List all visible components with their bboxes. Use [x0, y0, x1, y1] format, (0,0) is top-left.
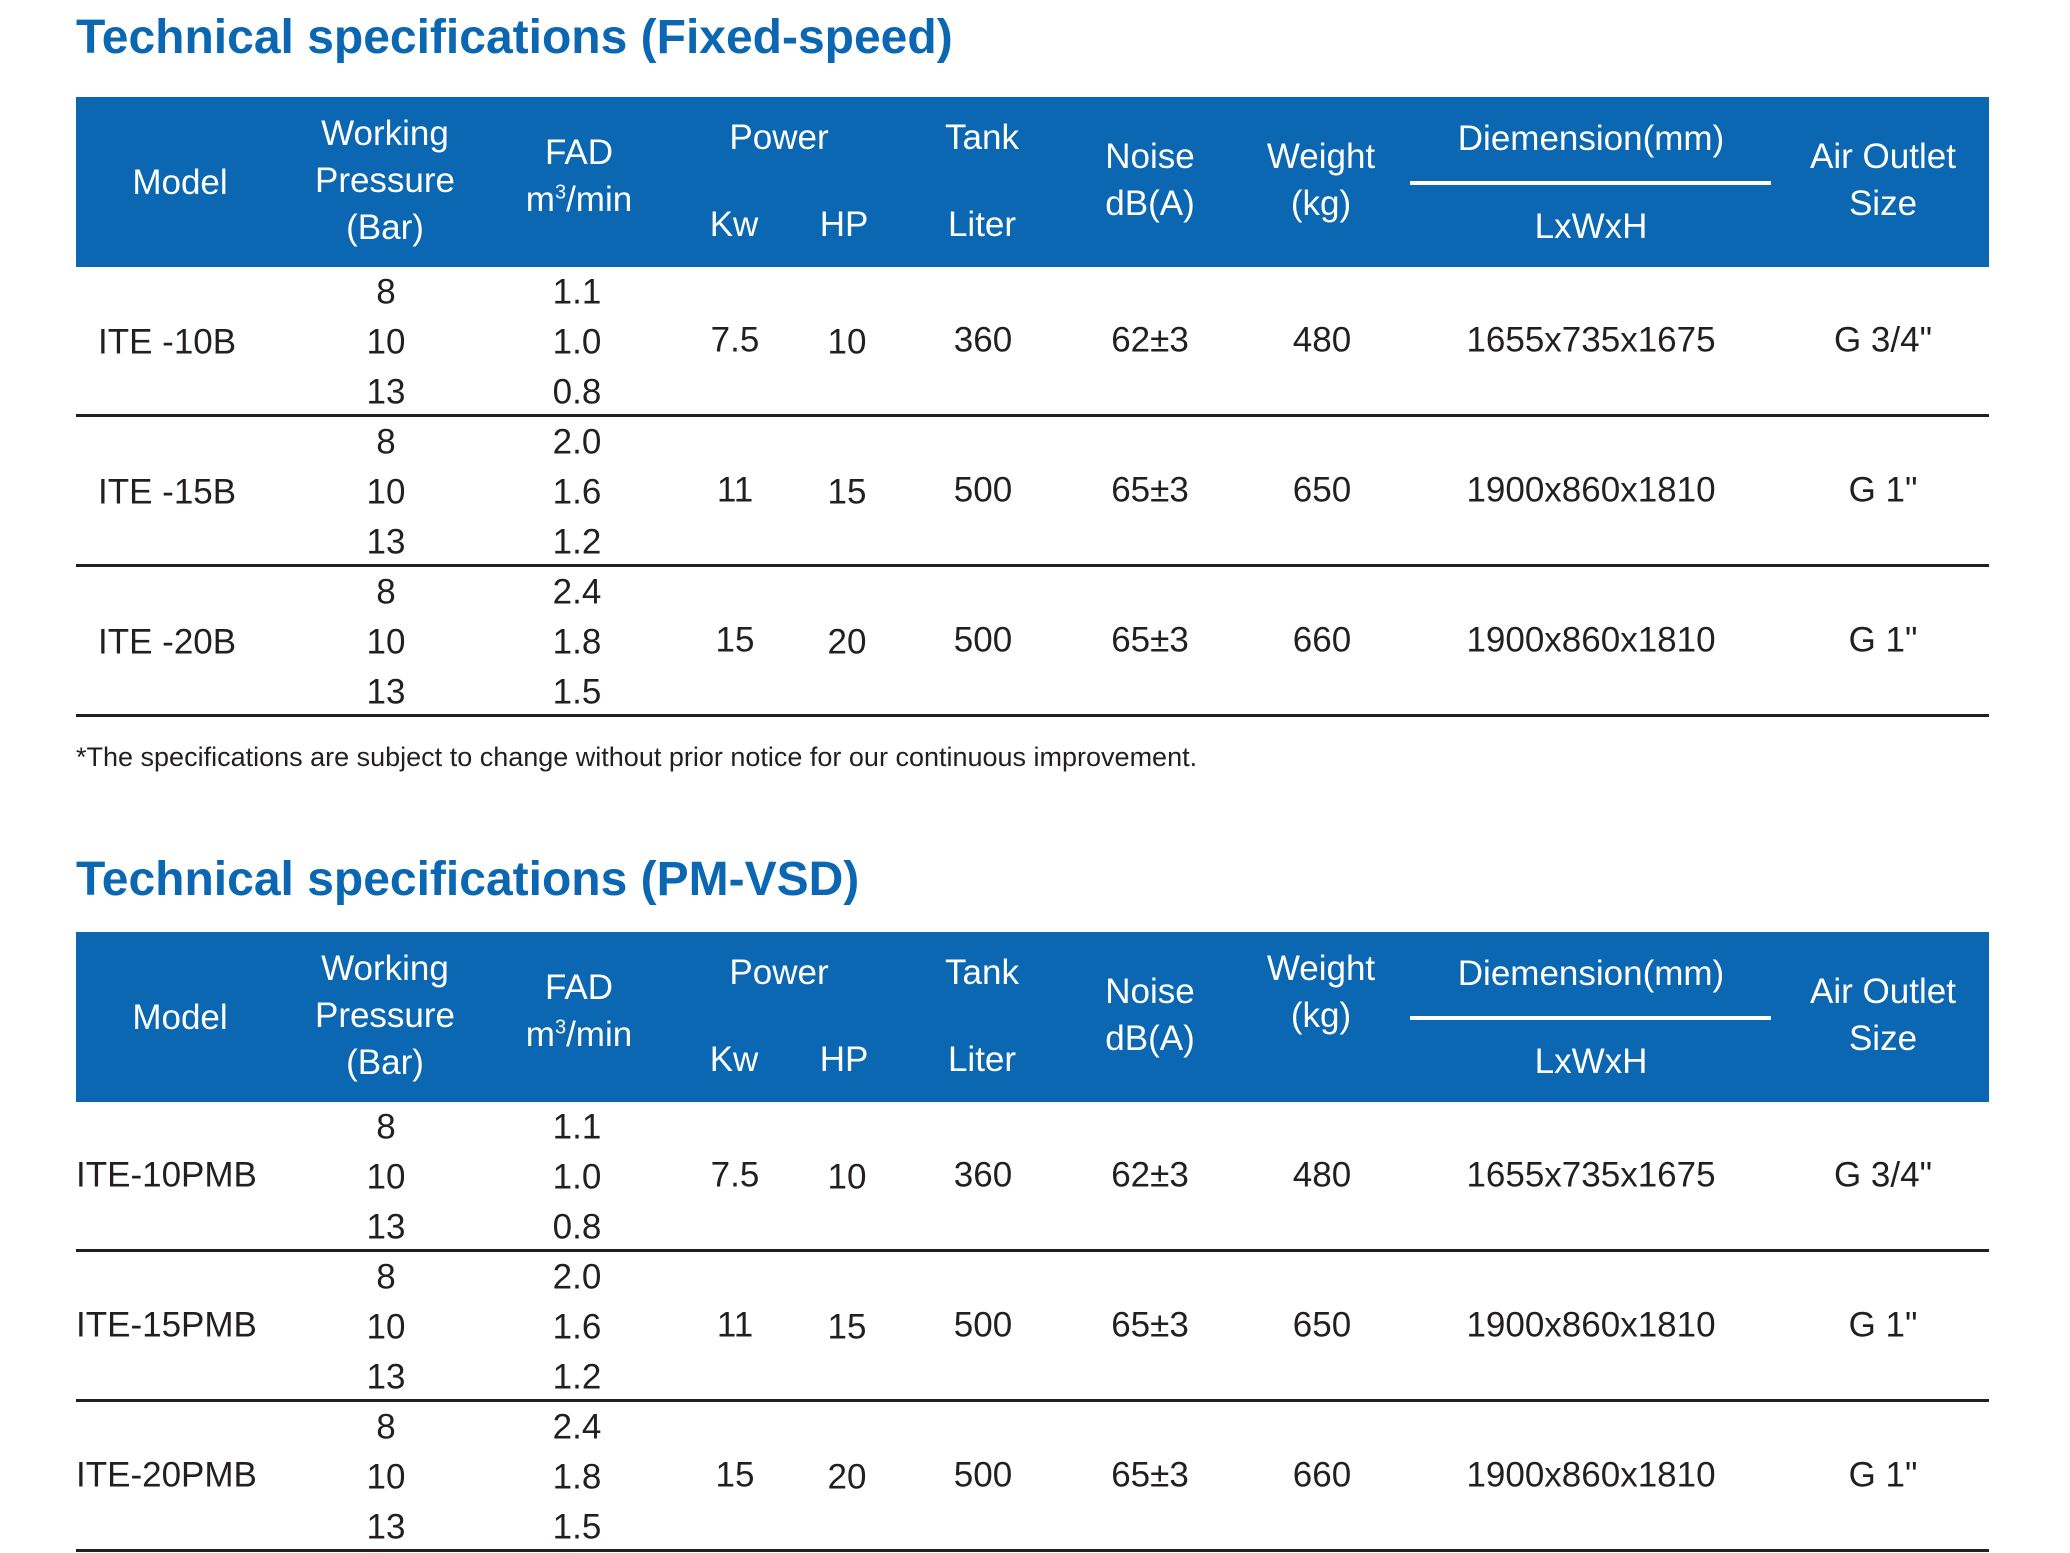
header-weight: [1267, 945, 1375, 1039]
table-row: [76, 417, 1989, 567]
header-lwh: LxWxH: [1534, 207, 1648, 246]
pressure-value: 13: [366, 522, 406, 562]
weight-value: 650: [1292, 470, 1352, 510]
header-weight-line-1: Weight: [1266, 949, 1376, 988]
header-fad-label: FAD: [544, 133, 614, 172]
outlet-value: G 1": [1848, 1305, 1918, 1345]
pressure-value: 8: [376, 572, 396, 612]
model-cell: ITE-20PMB: [76, 1455, 257, 1495]
pressure-value: 10: [366, 622, 406, 662]
header-outlet-line-2: Size: [1848, 184, 1918, 223]
table-row: [76, 567, 1989, 717]
noise-value: 65±3: [1111, 470, 1189, 510]
kw-value: 7.5: [710, 320, 760, 360]
header-pressure-line-3: (Bar): [346, 1043, 424, 1082]
header-weight-line-2: (kg): [1290, 184, 1352, 223]
header-pressure-line-2: Pressure: [314, 996, 456, 1035]
header-fad: [526, 964, 632, 1058]
fad-value: 1.8: [552, 622, 602, 662]
noise-value: 62±3: [1111, 1155, 1189, 1195]
dimension-value: 1900x860x1810: [1466, 1305, 1716, 1345]
header-fad-label: FAD: [544, 968, 614, 1007]
noise-value: 65±3: [1111, 1305, 1189, 1345]
header-weight-line-2: (kg): [1290, 996, 1352, 1035]
table-header: [76, 932, 1989, 1102]
fad-unit-base: m: [525, 180, 555, 219]
table-row: [76, 1102, 1989, 1252]
pressure-value: 8: [376, 272, 396, 312]
tank-value: 500: [953, 470, 1013, 510]
hp-value: 15: [827, 472, 867, 512]
table-header: [76, 97, 1989, 267]
model-cell: ITE-10PMB: [76, 1155, 257, 1195]
tank-value: 360: [953, 320, 1013, 360]
header-noise-line-2: dB(A): [1105, 1019, 1195, 1058]
header-noise-line-2: dB(A): [1105, 184, 1195, 223]
header-noise-line-1: Noise: [1105, 972, 1195, 1011]
pressure-value: 10: [366, 1157, 406, 1197]
pressure-value: 8: [376, 1407, 396, 1447]
weight-value: 480: [1292, 320, 1352, 360]
header-outlet-line-2: Size: [1848, 1019, 1918, 1058]
fad-value: 2.4: [552, 572, 602, 612]
outlet-value: G 1": [1848, 1455, 1918, 1495]
fad-value: 1.6: [552, 472, 602, 512]
pressure-value: 8: [376, 1257, 396, 1297]
header-pressure: [315, 110, 455, 251]
model-cell: ITE -15B: [98, 472, 237, 512]
model-cell: ITE-15PMB: [76, 1305, 257, 1345]
header-pressure-line-2: Pressure: [314, 161, 456, 200]
dimension-value: 1900x860x1810: [1466, 470, 1716, 510]
header-power: Power: [729, 118, 829, 157]
noise-value: 62±3: [1111, 320, 1189, 360]
model-cell: ITE -10B: [98, 322, 237, 362]
dimension-value: 1655x735x1675: [1466, 1155, 1716, 1195]
fad-value: 1.1: [552, 1107, 602, 1147]
header-hp: HP: [819, 205, 869, 244]
header-model: Model: [132, 163, 228, 202]
pressure-value: 10: [366, 322, 406, 362]
fad-value: 2.0: [552, 1257, 602, 1297]
tank-value: 500: [953, 1305, 1013, 1345]
kw-value: 7.5: [710, 1155, 760, 1195]
page-title-pm-vsd: Technical specifications (PM-VSD): [76, 853, 860, 906]
table-row: [76, 267, 1989, 417]
pressure-value: 8: [376, 422, 396, 462]
dimension-value: 1900x860x1810: [1466, 1455, 1716, 1495]
header-outlet: [1810, 968, 1956, 1062]
hp-value: 10: [827, 1157, 867, 1197]
kw-value: 11: [716, 470, 754, 510]
header-noise: [1105, 133, 1194, 227]
table-row: [76, 1252, 1989, 1402]
header-hp: HP: [819, 1040, 869, 1079]
kw-value: 15: [715, 1455, 755, 1495]
outlet-value: G 1": [1848, 620, 1918, 660]
noise-value: 65±3: [1111, 1455, 1189, 1495]
weight-value: 660: [1292, 620, 1352, 660]
header-dimension: Diemension(mm): [1457, 119, 1725, 158]
outlet-value: G 3/4": [1833, 1155, 1933, 1195]
pressure-value: 10: [366, 1307, 406, 1347]
dimension-value: 1655x735x1675: [1466, 320, 1716, 360]
fad-value: 1.1: [552, 272, 602, 312]
pressure-value: 13: [366, 1207, 406, 1247]
fad-value: 1.2: [552, 522, 602, 562]
fad-value: 1.0: [552, 1157, 602, 1197]
header-liter: Liter: [947, 1040, 1017, 1079]
outlet-value: G 1": [1848, 470, 1918, 510]
table-row: [76, 1402, 1989, 1552]
fad-value: 1.5: [552, 672, 602, 712]
header-dimension: Diemension(mm): [1457, 954, 1725, 993]
header-tank: Tank: [945, 118, 1019, 157]
fad-unit-base: m: [525, 1015, 555, 1054]
noise-value: 65±3: [1111, 620, 1189, 660]
fad-value: 2.0: [552, 422, 602, 462]
hp-value: 15: [827, 1307, 867, 1347]
header-power: Power: [729, 953, 829, 992]
header-liter: Liter: [947, 205, 1017, 244]
outlet-value: G 3/4": [1833, 320, 1933, 360]
fad-unit-exponent: 3: [554, 181, 567, 204]
header-outlet-line-1: Air Outlet: [1810, 137, 1956, 176]
header-outlet: [1810, 133, 1956, 227]
header-tank: Tank: [945, 953, 1019, 992]
fad-value: 1.5: [552, 1507, 602, 1547]
header-kw: Kw: [709, 1040, 759, 1079]
header-pressure: [315, 945, 455, 1086]
hp-value: 20: [827, 622, 867, 662]
fad-unit-rest: /min: [566, 1015, 633, 1054]
header-divider: [1410, 181, 1771, 185]
header-weight-line-1: Weight: [1266, 137, 1376, 176]
header-pressure-line-1: Working: [321, 949, 449, 988]
header-noise: [1105, 968, 1194, 1062]
pressure-value: 13: [366, 1357, 406, 1397]
spec-table-fixed-speed: [76, 97, 1989, 717]
weight-value: 660: [1292, 1455, 1352, 1495]
fad-unit-exponent: 3: [554, 1016, 567, 1039]
pressure-value: 10: [366, 1457, 406, 1497]
kw-value: 15: [715, 620, 755, 660]
pressure-value: 13: [366, 372, 406, 412]
hp-value: 20: [827, 1457, 867, 1497]
dimension-value: 1900x860x1810: [1466, 620, 1716, 660]
pressure-value: 13: [366, 672, 406, 712]
header-pressure-line-1: Working: [321, 114, 449, 153]
header-lwh: LxWxH: [1534, 1042, 1648, 1081]
header-divider: [1410, 1016, 1771, 1020]
pressure-value: 8: [376, 1107, 396, 1147]
hp-value: 10: [827, 322, 867, 362]
header-model: Model: [132, 998, 228, 1037]
fad-value: 0.8: [552, 1207, 602, 1247]
pressure-value: 13: [366, 1507, 406, 1547]
spec-table-pm-vsd: [76, 932, 1989, 1552]
tank-value: 360: [953, 1155, 1013, 1195]
header-outlet-line-1: Air Outlet: [1810, 972, 1956, 1011]
tank-value: 500: [953, 1455, 1013, 1495]
fad-value: 0.8: [552, 372, 602, 412]
tank-value: 500: [953, 620, 1013, 660]
fad-unit-rest: /min: [566, 180, 633, 219]
header-fad-unit: [526, 176, 632, 223]
header-pressure-line-3: (Bar): [346, 208, 424, 247]
header-kw: Kw: [709, 205, 759, 244]
header-fad-unit: [526, 1011, 632, 1058]
header-noise-line-1: Noise: [1105, 137, 1195, 176]
kw-value: 11: [716, 1305, 754, 1345]
fad-value: 1.2: [552, 1357, 602, 1397]
weight-value: 480: [1292, 1155, 1352, 1195]
fad-value: 1.6: [552, 1307, 602, 1347]
header-fad: [526, 129, 632, 223]
weight-value: 650: [1292, 1305, 1352, 1345]
model-cell: ITE -20B: [98, 622, 237, 662]
fad-value: 2.4: [552, 1407, 602, 1447]
pressure-value: 10: [366, 472, 406, 512]
header-weight: [1267, 133, 1375, 227]
fad-value: 1.8: [552, 1457, 602, 1497]
fad-value: 1.0: [552, 322, 602, 362]
disclaimer-note: *The specifications are subject to change without prior notice for our continuous improvement.: [76, 742, 1198, 772]
page-title-fixed-speed: Technical specifications (Fixed-speed): [76, 11, 953, 64]
